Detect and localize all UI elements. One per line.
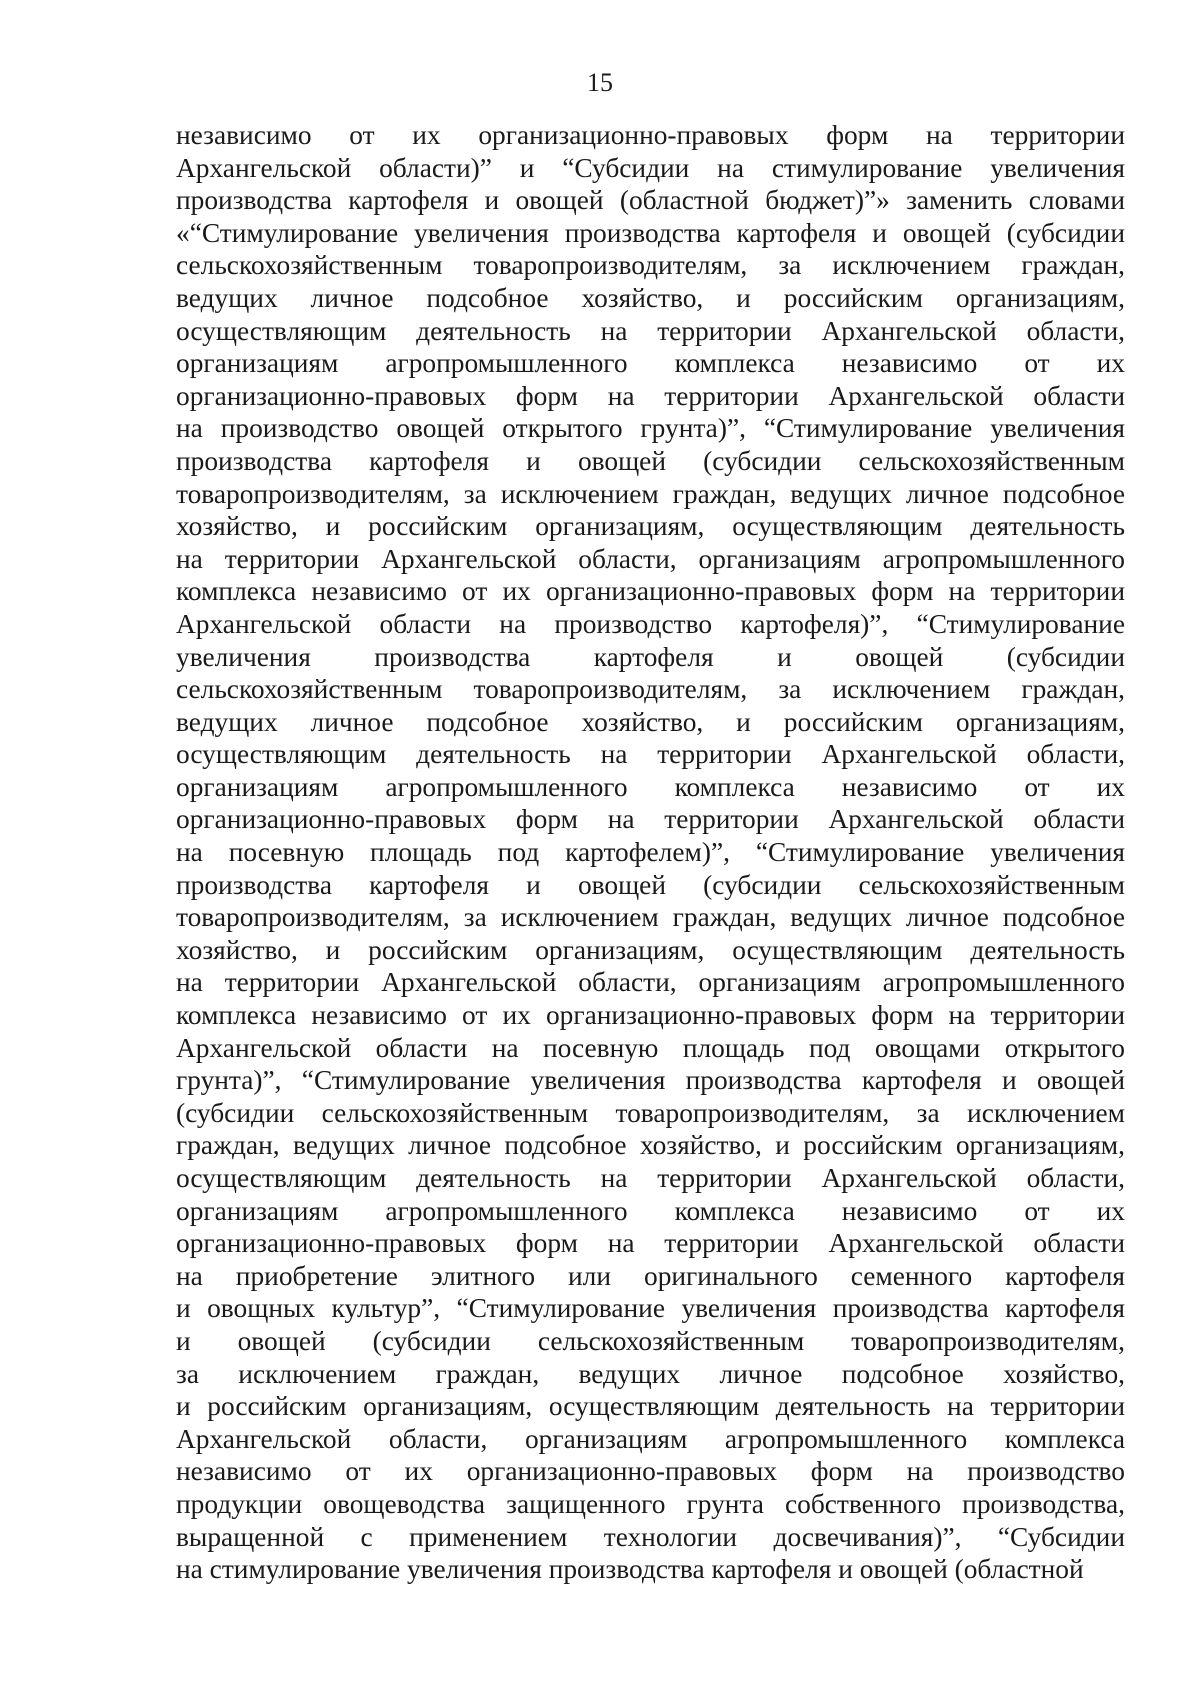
text-line: и российским организациям, осуществляющим деятельность на территории — [176, 1391, 1125, 1422]
text-line: производства картофеля и овощей (субсидии сельскохозяйственным — [176, 445, 1125, 476]
text-line: на производство овощей открытого грунта)”, “Стимулирование увеличения — [176, 413, 1125, 444]
text-line: на территории Архангельской области, организациям агропромышленного — [176, 967, 1125, 998]
text-line: товаропроизводителям, за исключением граждан, ведущих личное подсобное — [176, 478, 1125, 509]
page-number: 15 — [587, 68, 613, 97]
text-line: независимо от их организационно-правовых форм на территории — [176, 120, 1125, 150]
text-line: хозяйство, и российским организациям, осуществляющим деятельность — [176, 511, 1125, 542]
text-line: организациям агропромышленного комплекса независимо от их — [176, 771, 1125, 802]
text-line: и овощей (субсидии сельскохозяйственным товаропроизводителям, — [176, 1325, 1125, 1356]
text-line: осуществляющим деятельность на территории Архангельской области, — [176, 739, 1125, 770]
text-line: грунта)”, “Стимулирование увеличения производства картофеля и овощей — [176, 1065, 1125, 1096]
text-line: на стимулирование увеличения производства картофеля и овощей (областной — [176, 1554, 1084, 1585]
text-line: организационно-правовых форм на территории Архангельской области — [176, 380, 1125, 411]
text-line: за исключением граждан, ведущих личное подсобное хозяйство, — [176, 1358, 1125, 1389]
text-line: сельскохозяйственным товаропроизводителям, за исключением граждан, — [176, 250, 1125, 281]
text-line: на посевную площадь под картофелем)”, “Стимулирование увеличения — [176, 837, 1125, 868]
text-line: организациям агропромышленного комплекса независимо от их — [176, 348, 1125, 379]
text-line: на приобретение элитного или оригинального семенного картофеля — [176, 1260, 1125, 1291]
text-line: ведущих личное подсобное хозяйство, и российским организациям, — [176, 282, 1125, 313]
text-line: организационно-правовых форм на территории Архангельской области — [176, 804, 1125, 835]
text-line: Архангельской области на посевную площадь под овощами открытого — [176, 1032, 1125, 1063]
text-line: организациям агропромышленного комплекса независимо от их — [176, 1195, 1125, 1226]
text-line: ведущих личное подсобное хозяйство, и российским организациям, — [176, 706, 1125, 737]
text-line: и овощных культур”, “Стимулирование увеличения производства картофеля — [176, 1293, 1125, 1324]
body-text — [176, 119, 1125, 1586]
text-line: комплекса независимо от их организационно-правовых форм на территории — [176, 1000, 1125, 1031]
text-line: Архангельской области)” и “Субсидии на стимулирование увеличения — [176, 152, 1125, 183]
text-line: на территории Архангельской области, организациям агропромышленного — [176, 543, 1125, 574]
text-line: сельскохозяйственным товаропроизводителям, за исключением граждан, — [176, 674, 1125, 705]
text-line: продукции овощеводства защищенного грунта собственного производства, — [176, 1488, 1125, 1519]
text-line: производства картофеля и овощей (субсидии сельскохозяйственным — [176, 869, 1125, 900]
text-line: осуществляющим деятельность на территории Архангельской области, — [176, 315, 1125, 346]
text-line: независимо от их организационно-правовых форм на производство — [176, 1456, 1125, 1487]
text-line: осуществляющим деятельность на территории Архангельской области, — [176, 1163, 1125, 1193]
text-line: выращенной с применением технологии досвечивания)”, “Субсидии — [176, 1521, 1125, 1552]
text-line: (субсидии сельскохозяйственным товаропроизводителям, за исключением — [176, 1097, 1125, 1128]
text-line: увеличения производства картофеля и овощей (субсидии — [176, 641, 1125, 672]
text-line: Архангельской области, организациям агропромышленного комплекса — [176, 1423, 1125, 1454]
text-line: товаропроизводителям, за исключением граждан, ведущих личное подсобное — [176, 902, 1125, 933]
text-line: производства картофеля и овощей (областной бюджет)”» заменить словами — [176, 185, 1125, 216]
text-line: хозяйство, и российским организациям, осуществляющим деятельность — [176, 934, 1125, 965]
text-line: граждан, ведущих личное подсобное хозяйство, и российским организациям, — [176, 1130, 1125, 1161]
text-line: комплекса независимо от их организационно-правовых форм на территории — [176, 576, 1125, 607]
text-line: «“Стимулирование увеличения производства картофеля и овощей (субсидии — [176, 217, 1125, 248]
text-line: организационно-правовых форм на территории Архангельской области — [176, 1228, 1125, 1259]
text-line: Архангельской области на производство картофеля)”, “Стимулирование — [176, 608, 1125, 639]
